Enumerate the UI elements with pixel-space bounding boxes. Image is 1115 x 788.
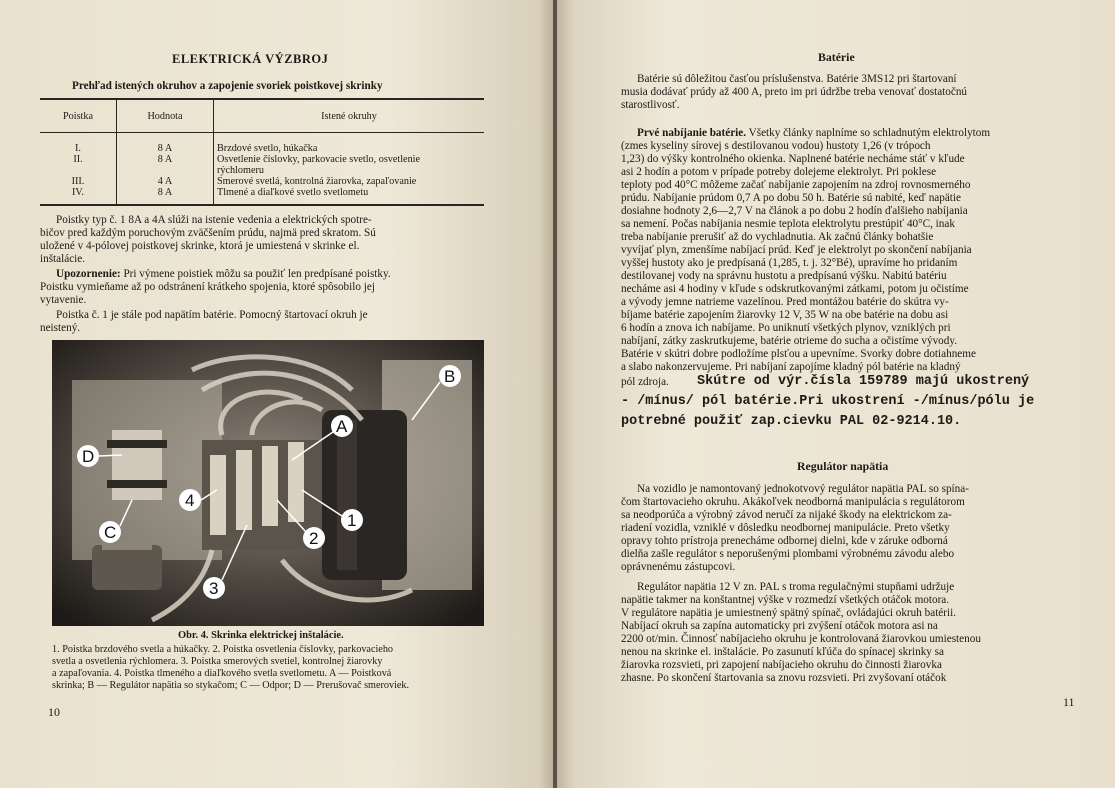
circuit-column [214, 133, 485, 206]
text-line: destilovanej vody na správnu hustotu a predpísanú výšku. Nabitú batériu [621, 270, 947, 282]
label-b [439, 365, 461, 387]
fuse-value: 8 A [157, 143, 173, 154]
table-title: Prehľad istených okruhov a zapojenie svoriek poistkovej skrinky [72, 80, 383, 92]
header-value: Hodnota [117, 99, 214, 133]
circuit-text: Tlmené a diaľkové svetlo svetlometu [217, 187, 369, 198]
header-fuse: Poistka [40, 99, 117, 133]
label-3-text: 3 [209, 579, 219, 598]
typed-line: Skútre od výr.čísla 159789 majú ukostrený [697, 374, 1030, 389]
resistor [107, 430, 167, 500]
text-line: a slabo nakonzervujeme. Pri nabíjaní zapojíme kladný pól batérie na kladný [621, 361, 961, 373]
figure-caption-title: Obr. 4. Skrinka elektrickej inštalácie. [178, 630, 344, 641]
label-4-text: 4 [185, 491, 195, 510]
text-line: asi 2 hodín a potom v prípade potreby dolejeme elektrolyt. Pri poklese [621, 166, 937, 178]
fuse-number: II. [73, 154, 83, 165]
fuse-column [40, 133, 117, 206]
circuit-text: Brzdové svetlo, húkačka [217, 143, 318, 154]
heading-batteries: Batérie [818, 50, 855, 64]
text-line: napätie takmer na konštantnej výške v rozmedzí všetkých otáčok motora. [621, 594, 950, 606]
text-line: zhasne. Po skončení štartovania sa znovu rozsvieti. Pri zvyšovaní otáčok [621, 672, 947, 684]
label-d [77, 445, 99, 467]
text-line: Nabíjací okruh sa zapína automaticky pri zvýšení otáčok motora asi na [621, 620, 938, 632]
installation-box-photo [52, 340, 484, 626]
text-line: nabíjaní, zátky zaskrutkujeme, batérie otrieme do sucha a očistíme vývody. [621, 335, 958, 347]
circuit-text: Smerové svetlá, kontrolná žiarovka, zapaľovanie [217, 176, 417, 187]
text-line: (zmes kyseliny sírovej s destilovanou vodou) hustoty 1,26 (v trópoch [621, 140, 931, 152]
fuse-value: 8 A [157, 187, 173, 198]
left-page [0, 0, 555, 788]
text-line: pól zdroja. [621, 376, 669, 388]
label-1 [341, 509, 363, 531]
text-line: Batérie sú dôležitou časťou príslušenstva. Batérie 3MS12 pri štartovaní [637, 73, 957, 85]
fuse-table-body [40, 133, 484, 206]
fuse-table [40, 98, 484, 206]
text-line: Poistky typ č. 1 8A a 4A slúži na istenie vedenia a elektrických spotre- [56, 214, 372, 226]
cylinder [92, 540, 162, 590]
text-line: vyvíjať plyn, zmenšíme nabíjací prúd. Keď je elektrolyt po skončení nabíjania [621, 244, 972, 256]
text-line: Poistka č. 1 je stále pod napätím batérie. Pomocný štartovací okruh je [56, 309, 368, 321]
heading-voltage-regulator: Regulátor napätia [797, 459, 889, 473]
text-line: nenou na skrinke el. inštalácie. Po zasunutí kľúča do spínacej skrinky sa [621, 646, 944, 658]
text-line: bičov pred každým poruchovým zväčšením prúdu, najmä pred skratom. Sú [40, 227, 376, 239]
text-line: inštalácie. [40, 253, 86, 265]
warning-lead: Upozornenie: [56, 268, 121, 280]
label-3 [203, 577, 225, 599]
label-2-text: 2 [309, 529, 319, 548]
first-charge-line [637, 127, 990, 140]
label-d-text: D [82, 447, 95, 466]
text-line: musia dodávať prúdy až 400 A, preto im pri údržbe treba venovať dostatočnú [621, 86, 968, 98]
text-line: 1,23) do výšky kontrolného okienka. Naplnené batérie necháme stáť v kľude [621, 153, 965, 165]
text-line: 2200 ot/min. Činnosť nabíjacieho okruhu je kontrolovaná žiarovkou umiestenou [621, 633, 981, 645]
page-number-left: 10 [48, 705, 60, 719]
typed-line: - /mínus/ pól batérie.Pri ukostrení -/mínus/pólu je [621, 394, 1035, 409]
first-charge-lead: Prvé nabíjanie batérie. [637, 127, 747, 139]
warning-line [56, 268, 391, 281]
text-line: riadení vozidla, vzniklé v dôsledku neodbornej manipulácie. Preto všetky [621, 522, 950, 534]
caption-line: svetla a osvetlenia rýchlomera. 3. Poistka smerových svetiel, kontrolnej žiarovky [52, 656, 383, 667]
caption-line: skrinka; B — Regulátor napätia so stykačom; C — Odpor; D — Prerušovač smeroviek. [52, 680, 410, 691]
text-line: 6 hodín a znova ich nabíjame. Po uniknutí všetkých plynov, vzniklých pri [621, 322, 951, 334]
text-line: oprávnenému zástupcovi. [621, 561, 736, 573]
text-line: Regulátor napätia 12 V zn. PAL s troma regulačnými stupňami udržuje [637, 581, 955, 593]
text-line: teploty pod 40°C môžeme začať nabíjanie zapojením na zdroj rovnosmerného [621, 179, 971, 191]
text-line: Batérie v skútri dobre podložíme plsťou a upevníme. Svorky dobre dotiahneme [621, 348, 976, 360]
first-charge-text: Všetky články naplníme so schladnutým elektrolytom [746, 127, 991, 139]
text-line: prúdu. Nabíjanie prúdom 0,7 A po dobu 50 h. Batérie sú nabité, keď napätie [621, 192, 961, 204]
text-line: a vývody jemne natrieme vazelínou. Pred montážou batérie do skútra vy- [621, 296, 949, 308]
value-column [117, 133, 214, 206]
text-line: dosiahne hodnoty 2,6—2,7 V na článok a po dobu 2 hodín ďalšieho nabíjania [621, 205, 968, 217]
label-a-text: A [336, 417, 348, 436]
fuse-table-header [40, 99, 484, 133]
text-line: Poistku vymieňame až po odstránení krátkeho spojenia, ktoré spôsobilo jej [40, 281, 375, 293]
page-title: ELEKTRICKÁ VÝZBROJ [172, 52, 329, 66]
text-line: čom štartovacieho okruhu. Akákoľvek neodborná manipulácia s regulátorom [621, 496, 965, 508]
label-b-text: B [444, 367, 456, 386]
circuit-text: rýchlomeru [217, 165, 264, 176]
text-line: dielňa zašle regulátor s neporušenými plombami výrobnému závodu alebo [621, 548, 955, 560]
typed-line: potrebné použiť zap.cievku PAL 02-9214.10. [621, 414, 962, 429]
photo-illustration [52, 340, 484, 626]
text-line: opravy tohto prístroja prenecháme odbornej dielni, kde v záruke odborná [621, 535, 948, 547]
label-a [331, 415, 353, 437]
circuit-text: Osvetlenie číslovky, parkovacie svetlo, osvetlenie [217, 154, 421, 165]
label-2 [303, 527, 325, 549]
text-line: Na vozidlo je namontovaný jednokotvový regulátor napätia PAL so spína- [637, 483, 969, 495]
label-c-text: C [104, 523, 117, 542]
text-line: treba nabíjanie prerušiť až do vychladnutia. Ak začnú články bohatšie [621, 231, 934, 243]
text-line: V regulátore napätia je umiestnený spätný spínač, ovládajúci okruh batérii. [621, 607, 957, 619]
text-line: uložené v 4-pólovej poistkovej skrinke, ktorá je umiestená v skrinke el. [40, 240, 360, 252]
label-1-text: 1 [347, 511, 357, 530]
label-4 [179, 489, 201, 511]
fuse-value: 4 A [157, 176, 173, 187]
fuse-value: 8 A [157, 154, 173, 165]
caption-line: a zapaľovania. 4. Poistka tlmeného a diaľkového svetla svetlometu. A — Poistková [52, 668, 392, 679]
right-page [557, 0, 1115, 788]
fuse-number: I. [75, 143, 81, 154]
warning-text: Pri výmene poistiek môžu sa použiť len predpísané poistky. [120, 268, 391, 280]
text-line: starostlivosť. [621, 99, 680, 111]
text-line: bíjame batérie zapojením žiarovky 12 V, 35 W na obe batérie na dobu asi [621, 309, 949, 321]
text-line: necháme asi 4 hodiny v kľude s odskrutkovanými zátkami, potom ju očistíme [621, 283, 969, 295]
fuse-number: III. [71, 176, 85, 187]
text-line: sa nemení. Počas nabíjania nesmie teplota elektrolytu prestúpiť 40°C, inak [621, 218, 955, 230]
caption-line: 1. Poistka brzdového svetla a húkačky. 2. Poistka osvetlenia číslovky, parkovacieho [52, 644, 394, 655]
header-circuits: Istené okruhy [214, 99, 485, 133]
page-number-right: 11 [1063, 695, 1075, 709]
text-line: žiarovka rozsvieti, pri zapojení nabíjacieho okruhu do činnosti žiarovka [621, 659, 942, 671]
text-line: neistený. [40, 322, 81, 334]
text-line: sa neodporúča a výrobný závod neručí za nijaké škody na elektrickom za- [621, 509, 952, 521]
text-line: vyššej hustoty ako je predpísaná (1,285, t. j. 32°Bé), upravíme ho pridaním [621, 257, 958, 269]
label-c [99, 521, 121, 543]
fuse-number: IV. [72, 187, 84, 198]
text-line: vytavenie. [40, 294, 87, 306]
